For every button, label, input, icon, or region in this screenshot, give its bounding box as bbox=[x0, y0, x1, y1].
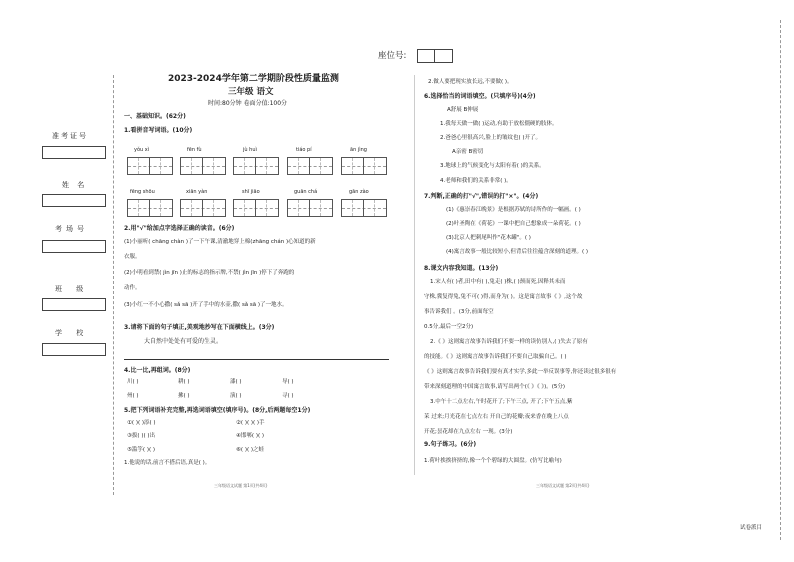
q8-line: 茉 过来;月光花在七点左右 开自己的花瓣;夜来香在晚上八点 bbox=[424, 414, 569, 420]
q4-item: 州( ) bbox=[127, 393, 139, 399]
q8-line: 3.中午十二点左右,午时花开了;下午三点, 开了;下午五点,紫 bbox=[430, 399, 573, 405]
q2-line: (2)小明看到禁( jìn jīn )止的标志的指示牌,不禁( jìn jīn )停下了奔跑的 bbox=[124, 270, 295, 276]
binding-label-id: 准考证号 bbox=[52, 132, 88, 140]
char-grid[interactable] bbox=[233, 199, 279, 217]
pinyin: tiáo pí bbox=[296, 147, 312, 153]
q8-line: 2.《 》这则寓言故事告诉我们不要一样的读仿别人,( )失去了原有 bbox=[430, 339, 588, 345]
q4-item: 川( ) bbox=[127, 379, 139, 385]
right-q5-line: 2.做人要把现实放长远,不要做( )。 bbox=[428, 79, 513, 85]
q6-line: 4.老师和我们的关系非常( )。 bbox=[440, 178, 512, 184]
corner-tag: 试卷派目 bbox=[740, 525, 763, 531]
q5-fill: 1.他说的话,前言不搭后语,真是( )。 bbox=[124, 460, 211, 466]
char-grid[interactable] bbox=[287, 157, 333, 175]
q4-title: 4.比一比,再组词。(8分) bbox=[124, 367, 191, 374]
char-grid[interactable] bbox=[341, 157, 387, 175]
q2-line: (3)小红一不小心撒( sǎ sā )开了手中的水壶,撒( sǎ sā )了一地水。 bbox=[124, 302, 288, 308]
q4-item: 导( ) bbox=[282, 379, 294, 385]
char-grid[interactable] bbox=[287, 199, 333, 217]
seat-label: 座位号: bbox=[378, 51, 407, 61]
pinyin: fēng shōu bbox=[130, 189, 155, 195]
q6-title: 6.选择恰当的词语填空。(只填序号)(4分) bbox=[424, 93, 536, 100]
q7-item: (3)北京人把刺尾叫作"花木罐"。( ) bbox=[446, 235, 531, 241]
q6-options: A亲密 B密切 bbox=[452, 149, 484, 155]
pinyin: fēn fù bbox=[187, 147, 202, 153]
q6-options: A舒展 B伸展 bbox=[447, 107, 479, 113]
pinyin: gān zào bbox=[349, 189, 369, 195]
q2-line: (1)小丽听( chāng chàn )了一下午课,清澈地穿上棉(zhāng chán )心知道的新 bbox=[124, 239, 316, 245]
q6-line: 3.地球上的气候变化与太阳有着( )的关系。 bbox=[440, 163, 545, 169]
pinyin: xiān yàn bbox=[186, 189, 208, 195]
q2-line: 动作。 bbox=[124, 285, 141, 291]
binding-label-room: 考场号 bbox=[55, 225, 88, 233]
q8-line: 0.5分,最后一空2分) bbox=[424, 324, 474, 330]
q4-item: 耕( ) bbox=[178, 379, 190, 385]
q5-item: ③拔( )( )出 bbox=[127, 433, 156, 439]
pinyin: shī jiāo bbox=[242, 189, 260, 195]
writing-line[interactable] bbox=[124, 359, 389, 360]
char-grid[interactable] bbox=[127, 199, 173, 217]
column-divider bbox=[414, 75, 415, 475]
q1-title: 1.看拼音写词语。(10分) bbox=[124, 127, 193, 134]
char-grid[interactable] bbox=[127, 157, 173, 175]
exam-meta: 时间:80分钟 卷面分值:100分 bbox=[208, 100, 288, 107]
q5-item: ②( )( )( )手 bbox=[236, 420, 265, 426]
seat-box[interactable] bbox=[417, 49, 453, 63]
q8-line: 《 》这则寓言故事告诉我们要有真才实学,多此一举反误事等,你还读过很多很有 bbox=[424, 369, 617, 375]
q4-item: 漆( ) bbox=[230, 379, 242, 385]
q5-item: ①( )( )添( ) bbox=[127, 420, 156, 426]
binding-line bbox=[113, 75, 114, 495]
binding-label-class: 班 级 bbox=[55, 285, 90, 293]
q8-title: 8.课文内容我知道。(13分) bbox=[424, 265, 499, 272]
q9-title: 9.句子练习。(6分) bbox=[424, 441, 477, 448]
q8-line: 1.宋人有( )者,田中有( ),兔走( )株,( )颈而死,因释其未而 bbox=[430, 279, 566, 285]
char-grid[interactable] bbox=[180, 199, 226, 217]
q8-line: 的技能。《 》这则寓言故事告诉我们不要自己取骗自己。( ) bbox=[424, 354, 567, 360]
binding-label-name: 姓 名 bbox=[62, 181, 88, 189]
char-grid[interactable] bbox=[180, 157, 226, 175]
q3-sentence: 大自然中处处有可爱的生灵。 bbox=[144, 338, 223, 345]
q7-item: (1)《惠崇春江晚景》是根据苏轼的诗所作的一幅画。( ) bbox=[446, 207, 581, 213]
char-grid[interactable] bbox=[341, 199, 387, 217]
q6-line: 1.我每天做一做( )运动,有助于放松僵硬的肢体。 bbox=[440, 121, 558, 127]
q9-line: 1.荷叶挨挨挤挤的,像一个个碧绿的大圆盘。(仿写比喻句) bbox=[424, 458, 562, 464]
class-field[interactable] bbox=[42, 298, 106, 311]
q7-item: (2)叶圣陶在《荷花》一课中把自己想象成一朵荷花。( ) bbox=[446, 221, 581, 227]
q2-title: 2.用"√"给加点字选择正确的读音。(6分) bbox=[124, 225, 235, 232]
q8-line: 带来深刻道理的中国寓言故事,请写出两个(《 》《 》)。(5分) bbox=[424, 384, 566, 390]
char-grid[interactable] bbox=[233, 157, 279, 175]
exam-room-field[interactable] bbox=[42, 240, 106, 253]
q4-item: 拂( ) bbox=[178, 393, 190, 399]
name-field[interactable] bbox=[42, 194, 106, 207]
pinyin: ān jìng bbox=[350, 147, 367, 153]
q5-item: ④邯郸( )( ) bbox=[236, 433, 265, 439]
q6-line: 2.爸爸心里很高兴,脸上的皱纹也( )开了。 bbox=[440, 135, 542, 141]
q8-line: 事告诉我们 。(3分,前面每空 bbox=[424, 309, 494, 315]
q8-line: 守株,冀复得兔,兔不可( )得,而身为( )。这是寓言故事《 》,这个故 bbox=[424, 294, 583, 300]
section-heading: 一、基础知识。(62分) bbox=[124, 113, 186, 120]
q4-item: 演( ) bbox=[230, 393, 242, 399]
school-field[interactable] bbox=[42, 343, 106, 356]
pinyin: jù huì bbox=[243, 147, 257, 153]
cut-line bbox=[780, 20, 781, 540]
footer-page-right: 三年级语文试题 第2页(共4页) bbox=[536, 483, 590, 488]
q7-title: 7.判断,正确的打"√",错误的打"×"。(4分) bbox=[424, 193, 539, 200]
q7-item: (4)寓言故事一般比较短小,但背后往往蕴含深刻的道理。( ) bbox=[446, 249, 589, 255]
pinyin: guān chá bbox=[294, 189, 318, 195]
q4-item: 寻( ) bbox=[282, 393, 294, 399]
q5-title: 5.把下列词语补充完整,再选词语填空(填序号)。(8分,后两题每空1分) bbox=[124, 407, 311, 414]
pinyin: yǒu xì bbox=[134, 147, 150, 153]
exam-title: 2023-2024学年第二学期阶段性质量监测 bbox=[168, 74, 339, 84]
q8-line: 开花;昙花却在九点左右 一现。(3分) bbox=[424, 429, 513, 435]
exam-id-field[interactable] bbox=[42, 146, 106, 159]
q5-item: ⑤滥竽( )( ) bbox=[127, 447, 156, 453]
q2-line: 衣服。 bbox=[124, 254, 141, 260]
subtitle: 三年级 语文 bbox=[228, 87, 274, 97]
binding-label-school: 学 校 bbox=[55, 329, 90, 337]
footer-page-left: 三年级语文试题 第1页(共4页) bbox=[214, 483, 268, 488]
q3-title: 3.请将下面的句子填正,美观地抄写在下面横线上。(3分) bbox=[124, 324, 275, 331]
q5-item: ⑥( )( )之蛙 bbox=[236, 447, 265, 453]
